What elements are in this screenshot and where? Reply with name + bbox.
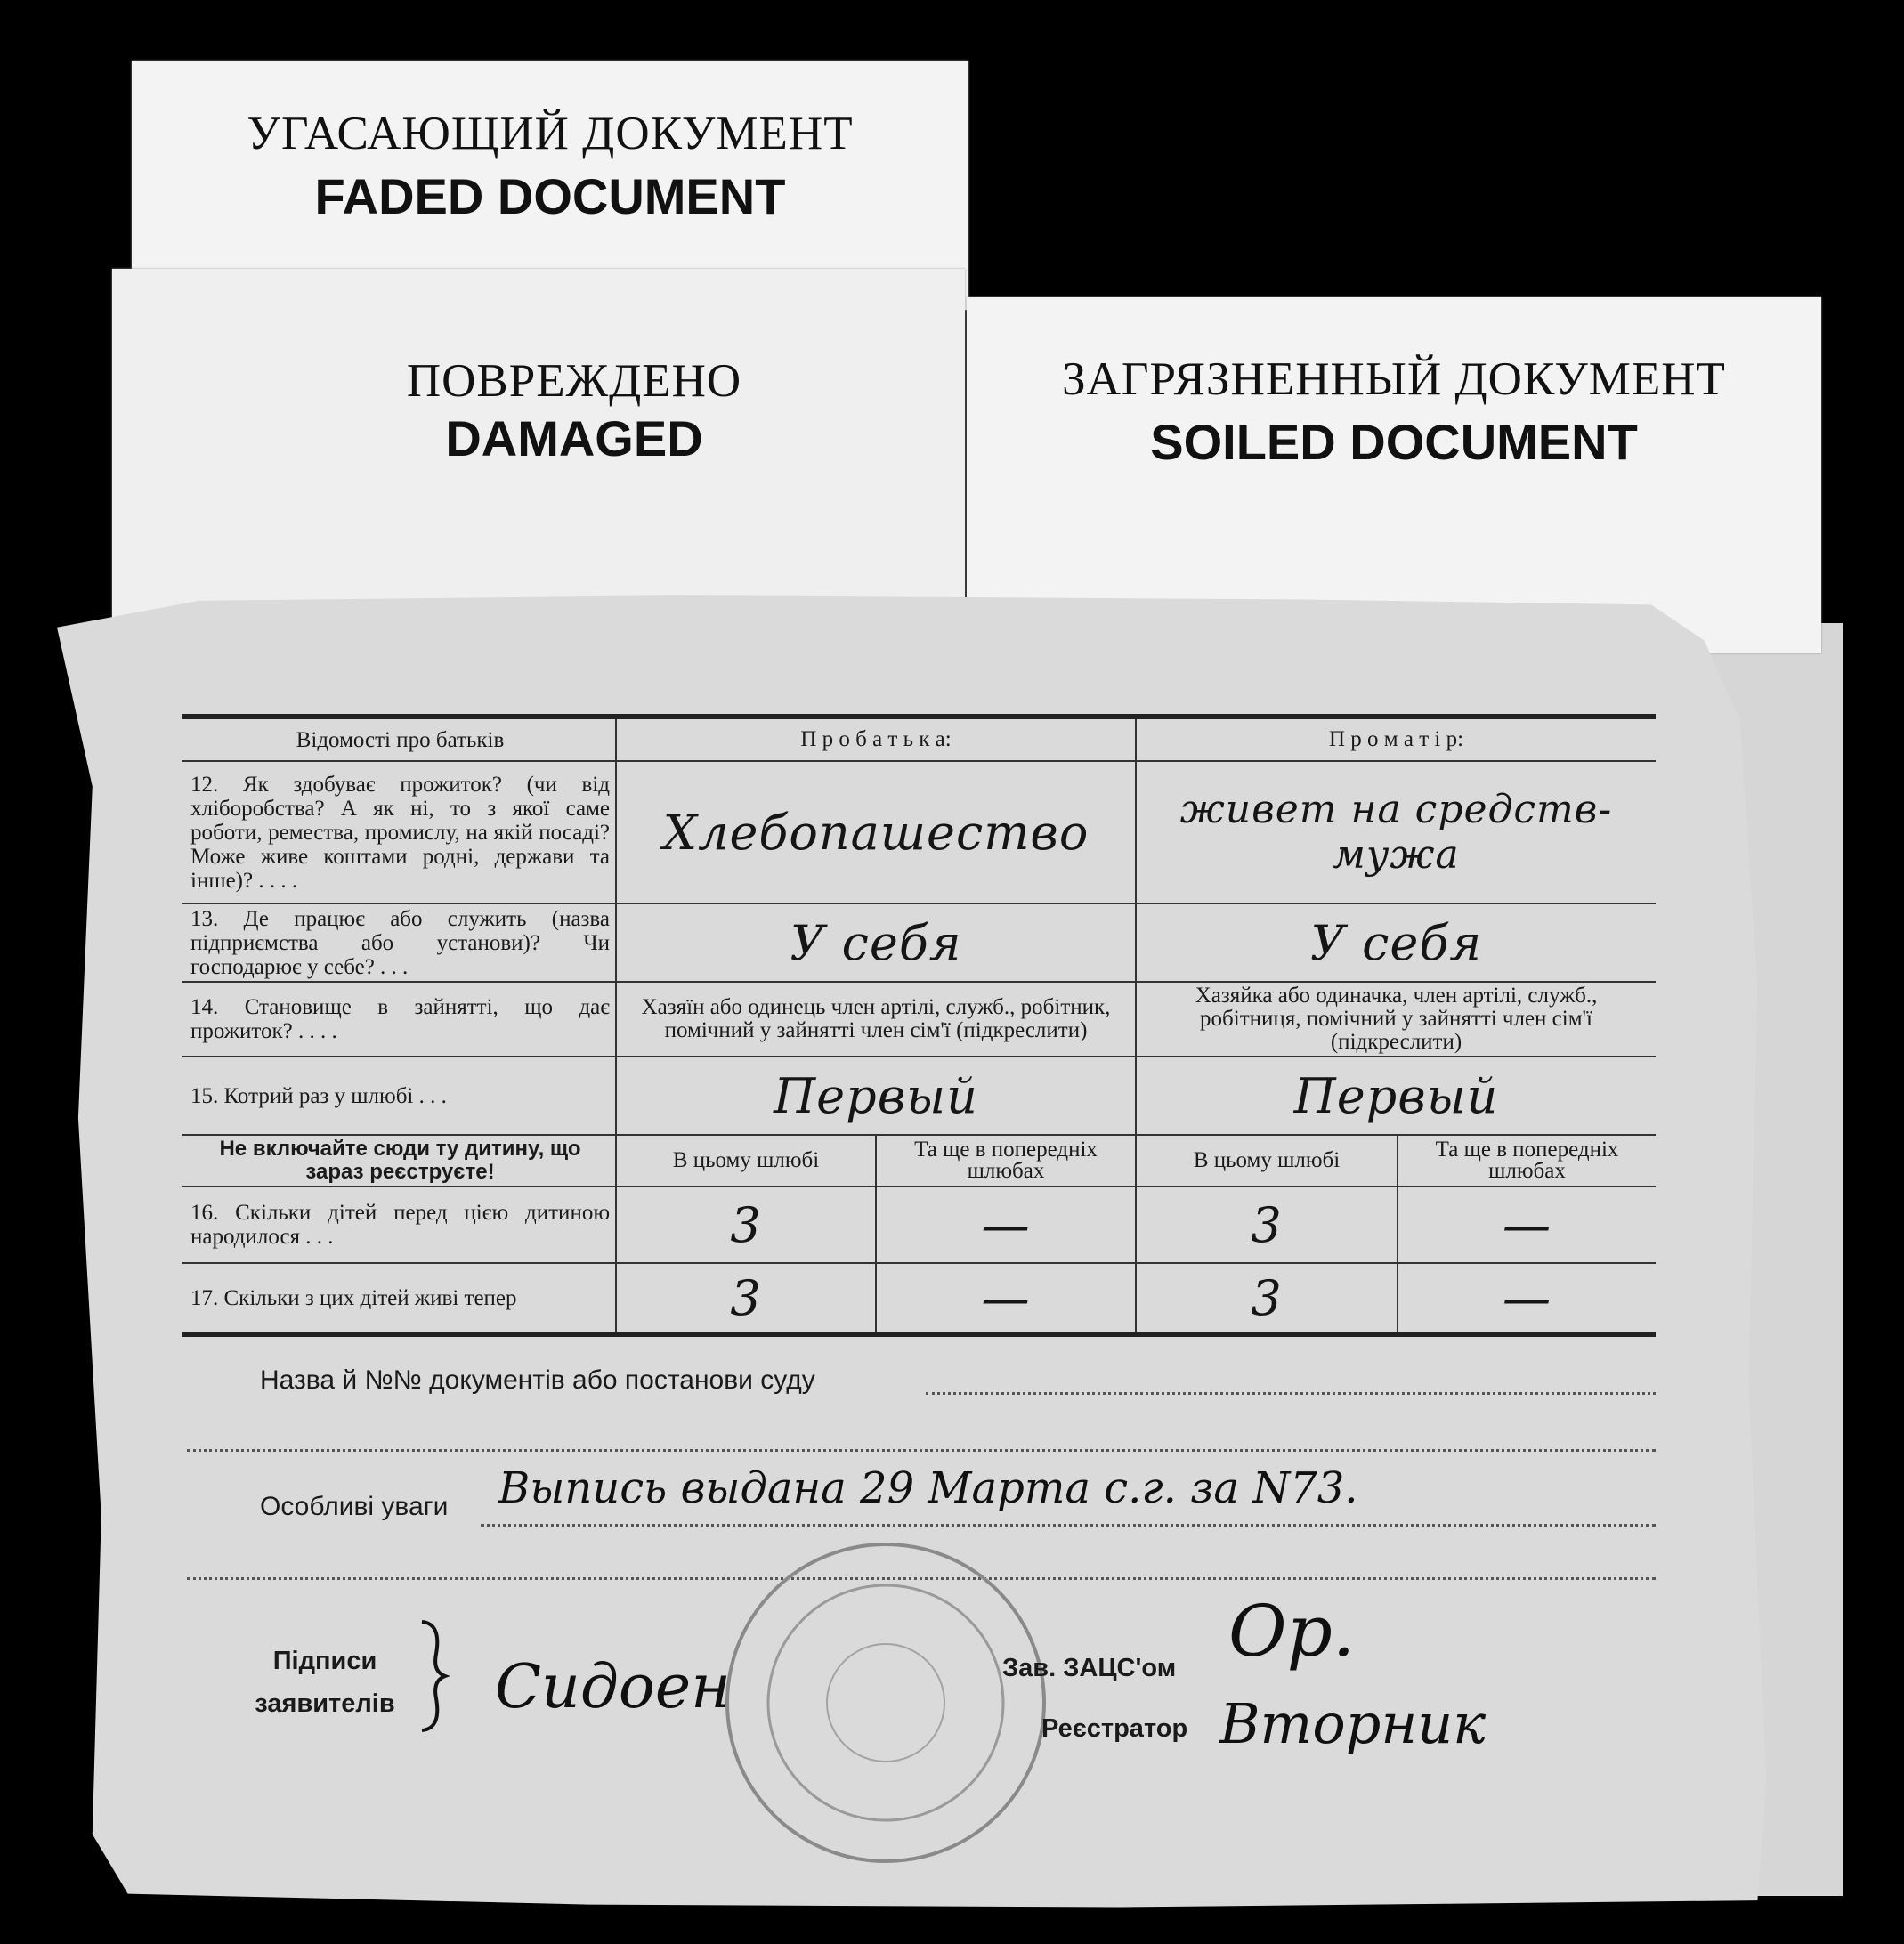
table-row bbox=[182, 1187, 1656, 1263]
mother-marriage-count-value: Первый bbox=[1293, 1067, 1499, 1124]
mother-children-born-previous: — bbox=[1398, 1187, 1656, 1263]
parents-info-table bbox=[182, 714, 1656, 1337]
zags-head-label: Зав. ЗАЦС'ом bbox=[1002, 1654, 1177, 1682]
father-employment-status: Хазяїн або одинець член артілі, служб., робітник, помічний у зайнятті член сім'ї (підкреслити) bbox=[616, 982, 1136, 1057]
question-13-label: 13. Де працює або служить (назва підприємства або установи)? Чи господарює у себе? . . . bbox=[182, 903, 616, 982]
father-this-marriage-header: В цьому шлюбі bbox=[616, 1135, 876, 1187]
father-marriage-count-value: Первый bbox=[774, 1067, 978, 1124]
applicants-label-line2: заявителів bbox=[255, 1689, 395, 1718]
applicant-signature: Сидоен bbox=[495, 1652, 731, 1722]
registrar-label: Реєстратор bbox=[1041, 1714, 1188, 1743]
damaged-card-russian-label: ПОВРЕЖДЕНО bbox=[406, 355, 742, 407]
soiled-card-english-label: SOILED DOCUMENT bbox=[1150, 414, 1638, 470]
father-livelihood-value: Хлебопашество bbox=[662, 804, 1090, 861]
father-livelihood bbox=[616, 761, 1136, 903]
table-row bbox=[182, 903, 1656, 982]
soiled-card-russian-label: ЗАГРЯЗНЕННЫЙ ДОКУМЕНТ bbox=[1062, 353, 1726, 405]
mother-employment-status: Хазяйка або одиначка, член артілі, служб., робітниця, помічний у зайнятті член сім'ї (підкреслити) bbox=[1136, 982, 1656, 1057]
table-row bbox=[182, 761, 1656, 903]
mother-workplace bbox=[1136, 903, 1656, 982]
brace-icon bbox=[415, 1618, 450, 1734]
mother-children-alive-previous: — bbox=[1398, 1263, 1656, 1334]
parents-info-header: Відомості про батьків bbox=[182, 717, 616, 761]
mother-livelihood-line2: мужа bbox=[1333, 832, 1460, 878]
father-children-alive-previous: — bbox=[876, 1263, 1136, 1334]
question-17-label: 17. Скільки з цих дітей живі тепер bbox=[182, 1263, 616, 1334]
father-children-born-this: 3 bbox=[616, 1187, 876, 1263]
table-header-row bbox=[182, 717, 1656, 761]
faded-card-english-label: FADED DOCUMENT bbox=[314, 168, 786, 224]
father-column-header: П р о б а т ь к а: bbox=[616, 717, 1136, 761]
mother-children-alive-this: 3 bbox=[1136, 1263, 1398, 1334]
children-header-row bbox=[182, 1135, 1656, 1187]
documents-line bbox=[926, 1392, 1656, 1395]
father-children-alive-this: 3 bbox=[616, 1263, 876, 1334]
table-row bbox=[182, 982, 1656, 1057]
children-exclusion-note: Не включайте сюди ту дитину, що зараз реєструєте! bbox=[182, 1135, 616, 1187]
remarks-line bbox=[481, 1524, 1656, 1527]
father-children-born-previous: — bbox=[876, 1187, 1136, 1263]
mother-livelihood-line1: живет на средств- bbox=[1179, 787, 1613, 832]
father-workplace bbox=[616, 903, 1136, 982]
father-marriage-count bbox=[616, 1057, 1136, 1135]
damaged-card-english-label: DAMAGED bbox=[445, 410, 703, 466]
applicants-signatures-label bbox=[240, 1640, 409, 1725]
table-row bbox=[182, 1057, 1656, 1135]
table-row bbox=[182, 1263, 1656, 1334]
mother-this-marriage-header: В цьому шлюбі bbox=[1136, 1135, 1398, 1187]
mother-column-header: П р о м а т і р: bbox=[1136, 717, 1656, 761]
question-14-label: 14. Становище в зайнятті, що дає прожиток? . . . . bbox=[182, 982, 616, 1057]
question-12-label: 12. Як здобуває прожиток? (чи від хліборобства? А як ні, то з якої саме роботи, ремества, промислу, на якій посаді? Може живе коштами родні, держави та інше)? . . . . bbox=[182, 761, 616, 903]
mother-previous-marriages-header: Та ще в попередніх шлюбах bbox=[1398, 1135, 1656, 1187]
registrar-signature: Вторник bbox=[1219, 1691, 1487, 1756]
applicants-label-line1: Підписи bbox=[272, 1647, 377, 1675]
zags-head-signature: Ор. bbox=[1228, 1590, 1356, 1673]
documents-label: Назва й №№ документів або постанови суду bbox=[260, 1365, 815, 1395]
question-16-label: 16. Скільки дітей перед цією дитиною народилося . . . bbox=[182, 1187, 616, 1263]
damaged-document-card bbox=[112, 269, 965, 643]
mother-workplace-value: У себя bbox=[1309, 914, 1483, 971]
mother-livelihood bbox=[1136, 761, 1656, 903]
mother-children-born-this: 3 bbox=[1136, 1187, 1398, 1263]
father-previous-marriages-header: Та ще в попередніх шлюбах bbox=[876, 1135, 1136, 1187]
documents-line-2 bbox=[187, 1449, 1656, 1452]
mother-marriage-count bbox=[1136, 1057, 1656, 1135]
remarks-label: Особливі уваги bbox=[260, 1492, 449, 1521]
official-stamp bbox=[721, 1538, 1050, 1867]
faded-card-russian-label: УГАСАЮЩИЙ ДОКУМЕНТ bbox=[247, 108, 854, 159]
remarks-value: Выпись выдана 29 Марта с.г. за N73. bbox=[498, 1463, 1358, 1513]
question-15-label: 15. Котрий раз у шлюбі . . . bbox=[182, 1057, 616, 1135]
father-workplace-value: У себя bbox=[790, 914, 962, 971]
